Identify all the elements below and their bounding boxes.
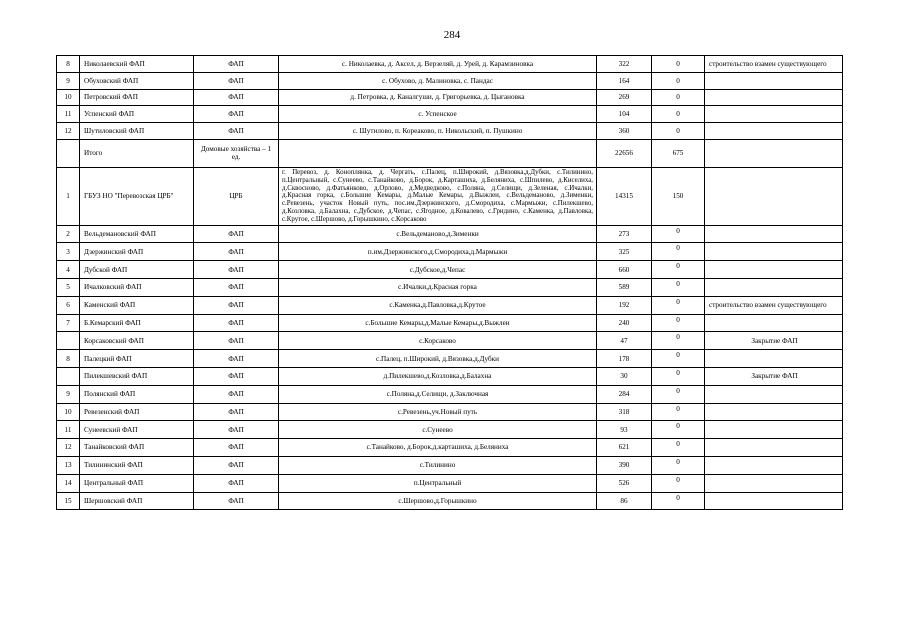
facility-name-cell: Палецкий ФАП	[80, 350, 194, 368]
facility-name-cell: Пилекшевский ФАП	[80, 367, 194, 385]
row-number-cell: 10	[57, 89, 80, 106]
staff-cell: 150	[652, 167, 705, 225]
facility-type-cell: ФАП	[194, 456, 279, 474]
facility-type-cell: Домовые хозяйства – 1 ед.	[194, 139, 279, 167]
staff-cell: 0	[652, 225, 705, 243]
facility-name-cell: Итого	[80, 139, 194, 167]
population-cell: 660	[597, 261, 652, 279]
row-number-cell	[57, 367, 80, 385]
note-cell	[705, 403, 843, 421]
settlements-cell: с.Шершово,д.Горышкино	[279, 492, 597, 510]
population-cell: 104	[597, 106, 652, 123]
row-number-cell: 15	[57, 492, 80, 510]
row-number-cell: 6	[57, 296, 80, 314]
settlements-cell: п.Центральный	[279, 474, 597, 492]
facility-name-cell: Каменский ФАП	[80, 296, 194, 314]
population-cell: 192	[597, 296, 652, 314]
note-cell: Закрытие ФАП	[705, 367, 843, 385]
facility-name-cell: Успенский ФАП	[80, 106, 194, 123]
note-cell	[705, 243, 843, 261]
note-cell	[705, 385, 843, 403]
settlements-cell: с.Корсаково	[279, 332, 597, 350]
population-cell: 325	[597, 243, 652, 261]
note-cell: Закрытие ФАП	[705, 332, 843, 350]
note-cell	[705, 278, 843, 296]
table-row	[57, 492, 843, 510]
table-row	[57, 243, 843, 261]
settlements-cell: с.Тилинино	[279, 456, 597, 474]
facility-name-cell: Ичалковский ФАП	[80, 278, 194, 296]
row-number-cell: 11	[57, 421, 80, 439]
row-number-cell: 4	[57, 261, 80, 279]
table-row	[57, 89, 843, 106]
population-cell: 240	[597, 314, 652, 332]
population-cell: 318	[597, 403, 652, 421]
population-cell: 164	[597, 72, 652, 89]
facility-type-cell: ФАП	[194, 403, 279, 421]
settlements-cell: д.Пилекшево,д.Козловка,д.Балахна	[279, 367, 597, 385]
facility-type-cell: ФАП	[194, 106, 279, 123]
row-number-cell	[57, 139, 80, 167]
facility-type-cell: ЦРБ	[194, 167, 279, 225]
settlements-cell: с.Ревезень,уч.Новый путь	[279, 403, 597, 421]
table-row	[57, 106, 843, 123]
staff-cell: 0	[652, 89, 705, 106]
row-number-cell: 12	[57, 439, 80, 457]
note-cell	[705, 139, 843, 167]
note-cell	[705, 421, 843, 439]
facility-type-cell: ФАП	[194, 243, 279, 261]
row-number-cell: 7	[57, 314, 80, 332]
note-cell	[705, 72, 843, 89]
row-number-cell: 2	[57, 225, 80, 243]
settlements-cell: с. Успенское	[279, 106, 597, 123]
table-row	[57, 167, 843, 225]
staff-cell: 0	[652, 403, 705, 421]
population-cell: 526	[597, 474, 652, 492]
page-number: 284	[443, 29, 461, 41]
table-row	[57, 296, 843, 314]
staff-cell: 0	[652, 278, 705, 296]
settlements-cell: с.Поляна,д.Селищи, д.Заключная	[279, 385, 597, 403]
settlements-cell: с.Сунеево	[279, 421, 597, 439]
facilities-table	[56, 55, 843, 510]
table-row	[57, 456, 843, 474]
population-cell: 360	[597, 123, 652, 140]
facility-name-cell: Б.Кемарский ФАП	[80, 314, 194, 332]
settlements-cell: с. Шутилово, п. Кореаково, п. Никольский, п. Пушкино	[279, 123, 597, 140]
staff-cell: 0	[652, 421, 705, 439]
facility-type-cell: ФАП	[194, 72, 279, 89]
settlements-cell: п.им.Дзержинского,д.Смородиха,д.Мармыжи	[279, 243, 597, 261]
population-cell: 22656	[597, 139, 652, 167]
note-cell	[705, 123, 843, 140]
facility-name-cell: Дзержинский ФАП	[80, 243, 194, 261]
facility-name-cell: Вельдемановский ФАП	[80, 225, 194, 243]
table-row	[57, 367, 843, 385]
table-row	[57, 332, 843, 350]
facility-name-cell: Сунеевский ФАП	[80, 421, 194, 439]
facility-name-cell: Николаевский ФАП	[80, 56, 194, 73]
note-cell	[705, 439, 843, 457]
population-cell: 284	[597, 385, 652, 403]
facility-type-cell: ФАП	[194, 439, 279, 457]
staff-cell: 0	[652, 72, 705, 89]
note-cell: строительство взамен существующего	[705, 296, 843, 314]
table-row	[57, 421, 843, 439]
facility-type-cell: ФАП	[194, 278, 279, 296]
table-row	[57, 385, 843, 403]
note-cell	[705, 89, 843, 106]
population-cell: 178	[597, 350, 652, 368]
facility-name-cell: Центральный ФАП	[80, 474, 194, 492]
facility-name-cell: Петровский ФАП	[80, 89, 194, 106]
note-cell	[705, 106, 843, 123]
row-number-cell: 11	[57, 106, 80, 123]
staff-cell: 675	[652, 139, 705, 167]
row-number-cell: 10	[57, 403, 80, 421]
settlements-cell: г. Перевоз, д. Коноплянка, д. Чергать, с.Палец, п.Широкий, д.Вязовка,д.Дубки, с.Тилинино, п.Центральный, с.Сунеево, с.Танайково, д.Борок, д.Карташиха, д.Беляниха, с.Шпилево, д.Киселиха, д.Сквосново, д.Фатьянково, д.Орлово, д.Медведково, с.Поляна, д.Селищи, д.Зеленая, с.Ичалки, д.Красная горка, с.Большие Кемары, д.Малые Кемары, д.Выжлеи, с.Вельдеманово, д.Зименки, с.Ревезень, участок Новый путь, пос.им.Дзержинского, д.Смородиха, с.Мармыжи, с.Пилекшево, д.Козловка, д.Балахна, с.Дубское, д.Чепас, с.Ягодное, д.Ковалево, с.Гридино, с.Каменка, д.Павловка, с.Крутое, с.Шершово, д.Горышкино, с.Корсаково	[279, 167, 597, 225]
population-cell: 390	[597, 456, 652, 474]
staff-cell: 0	[652, 261, 705, 279]
staff-cell: 0	[652, 456, 705, 474]
settlements-cell: с.Вельдеманово,д.Зименки	[279, 225, 597, 243]
row-number-cell: 12	[57, 123, 80, 140]
row-number-cell: 14	[57, 474, 80, 492]
note-cell	[705, 350, 843, 368]
facility-type-cell: ФАП	[194, 225, 279, 243]
table-row	[57, 439, 843, 457]
staff-cell: 0	[652, 314, 705, 332]
population-cell: 93	[597, 421, 652, 439]
population-cell: 47	[597, 332, 652, 350]
table-row	[57, 139, 843, 167]
facility-name-cell: Ревезенский ФАП	[80, 403, 194, 421]
staff-cell: 0	[652, 243, 705, 261]
table-row	[57, 72, 843, 89]
facility-name-cell: Тилининский ФАП	[80, 456, 194, 474]
staff-cell: 0	[652, 367, 705, 385]
population-cell: 14315	[597, 167, 652, 225]
table-row	[57, 123, 843, 140]
facility-type-cell: ФАП	[194, 89, 279, 106]
facility-name-cell: ГБУЗ НО "Перевозская ЦРБ"	[80, 167, 194, 225]
table-row	[57, 261, 843, 279]
table-body	[57, 56, 843, 510]
row-number-cell: 8	[57, 56, 80, 73]
facility-type-cell: ФАП	[194, 296, 279, 314]
row-number-cell: 5	[57, 278, 80, 296]
facility-name-cell: Обуховский ФАП	[80, 72, 194, 89]
population-cell: 322	[597, 56, 652, 73]
staff-cell: 0	[652, 296, 705, 314]
note-cell	[705, 474, 843, 492]
settlements-cell: с.Дубское,д.Чепас	[279, 261, 597, 279]
facility-type-cell: ФАП	[194, 474, 279, 492]
settlements-cell: с.Каменка,д.Павловка,д.Крутое	[279, 296, 597, 314]
facility-type-cell: ФАП	[194, 421, 279, 439]
settlements-cell: с.Большие Кемары,д.Малые Кемары,д.Выжлеи	[279, 314, 597, 332]
population-cell: 86	[597, 492, 652, 510]
note-cell	[705, 261, 843, 279]
table-row	[57, 314, 843, 332]
facility-name-cell: Танайковский ФАП	[80, 439, 194, 457]
facility-type-cell: ФАП	[194, 314, 279, 332]
note-cell	[705, 167, 843, 225]
row-number-cell: 8	[57, 350, 80, 368]
staff-cell: 0	[652, 56, 705, 73]
staff-cell: 0	[652, 332, 705, 350]
settlements-cell: д. Петровка, д. Каналгуши, д. Григорьевка, д. Цыгановка	[279, 89, 597, 106]
facility-type-cell: ФАП	[194, 261, 279, 279]
facility-name-cell: Дубской ФАП	[80, 261, 194, 279]
row-number-cell: 9	[57, 72, 80, 89]
facility-name-cell: Шутиловский ФАП	[80, 123, 194, 140]
staff-cell: 0	[652, 492, 705, 510]
row-number-cell: 9	[57, 385, 80, 403]
note-cell	[705, 492, 843, 510]
staff-cell: 0	[652, 474, 705, 492]
staff-cell: 0	[652, 350, 705, 368]
facility-name-cell: Полянский ФАП	[80, 385, 194, 403]
table-row	[57, 225, 843, 243]
population-cell: 621	[597, 439, 652, 457]
note-cell	[705, 456, 843, 474]
facility-type-cell: ФАП	[194, 56, 279, 73]
facility-type-cell: ФАП	[194, 350, 279, 368]
facility-type-cell: ФАП	[194, 385, 279, 403]
settlements-cell: с.Танайково, д.Борок,д.карташиха, д.Беляниха	[279, 439, 597, 457]
row-number-cell	[57, 332, 80, 350]
population-cell: 269	[597, 89, 652, 106]
settlements-cell: с. Обухово, д. Малиновка, с. Пандас	[279, 72, 597, 89]
table-row	[57, 350, 843, 368]
facility-type-cell: ФАП	[194, 123, 279, 140]
settlements-cell: с.Ичалки,д.Красная горка	[279, 278, 597, 296]
settlements-cell: с.Палец, п.Широкий, д.Вязовка,д.Дубки	[279, 350, 597, 368]
facility-type-cell: ФАП	[194, 332, 279, 350]
settlements-cell	[279, 139, 597, 167]
population-cell: 273	[597, 225, 652, 243]
facility-name-cell: Корсаковский ФАП	[80, 332, 194, 350]
note-cell	[705, 314, 843, 332]
staff-cell: 0	[652, 123, 705, 140]
facility-type-cell: ФАП	[194, 492, 279, 510]
note-cell	[705, 225, 843, 243]
population-cell: 30	[597, 367, 652, 385]
table-row	[57, 403, 843, 421]
facility-type-cell: ФАП	[194, 367, 279, 385]
population-cell: 589	[597, 278, 652, 296]
row-number-cell: 1	[57, 167, 80, 225]
table-row	[57, 56, 843, 73]
facility-name-cell: Шершовский ФАП	[80, 492, 194, 510]
staff-cell: 0	[652, 106, 705, 123]
row-number-cell: 13	[57, 456, 80, 474]
settlements-cell: с. Николаевка, д. Аксел, д. Верзеляй, д. Урей, д. Карамзиновка	[279, 56, 597, 73]
staff-cell: 0	[652, 385, 705, 403]
staff-cell: 0	[652, 439, 705, 457]
note-cell: строительство взамен существующего	[705, 56, 843, 73]
row-number-cell: 3	[57, 243, 80, 261]
table-row	[57, 278, 843, 296]
table-row	[57, 474, 843, 492]
